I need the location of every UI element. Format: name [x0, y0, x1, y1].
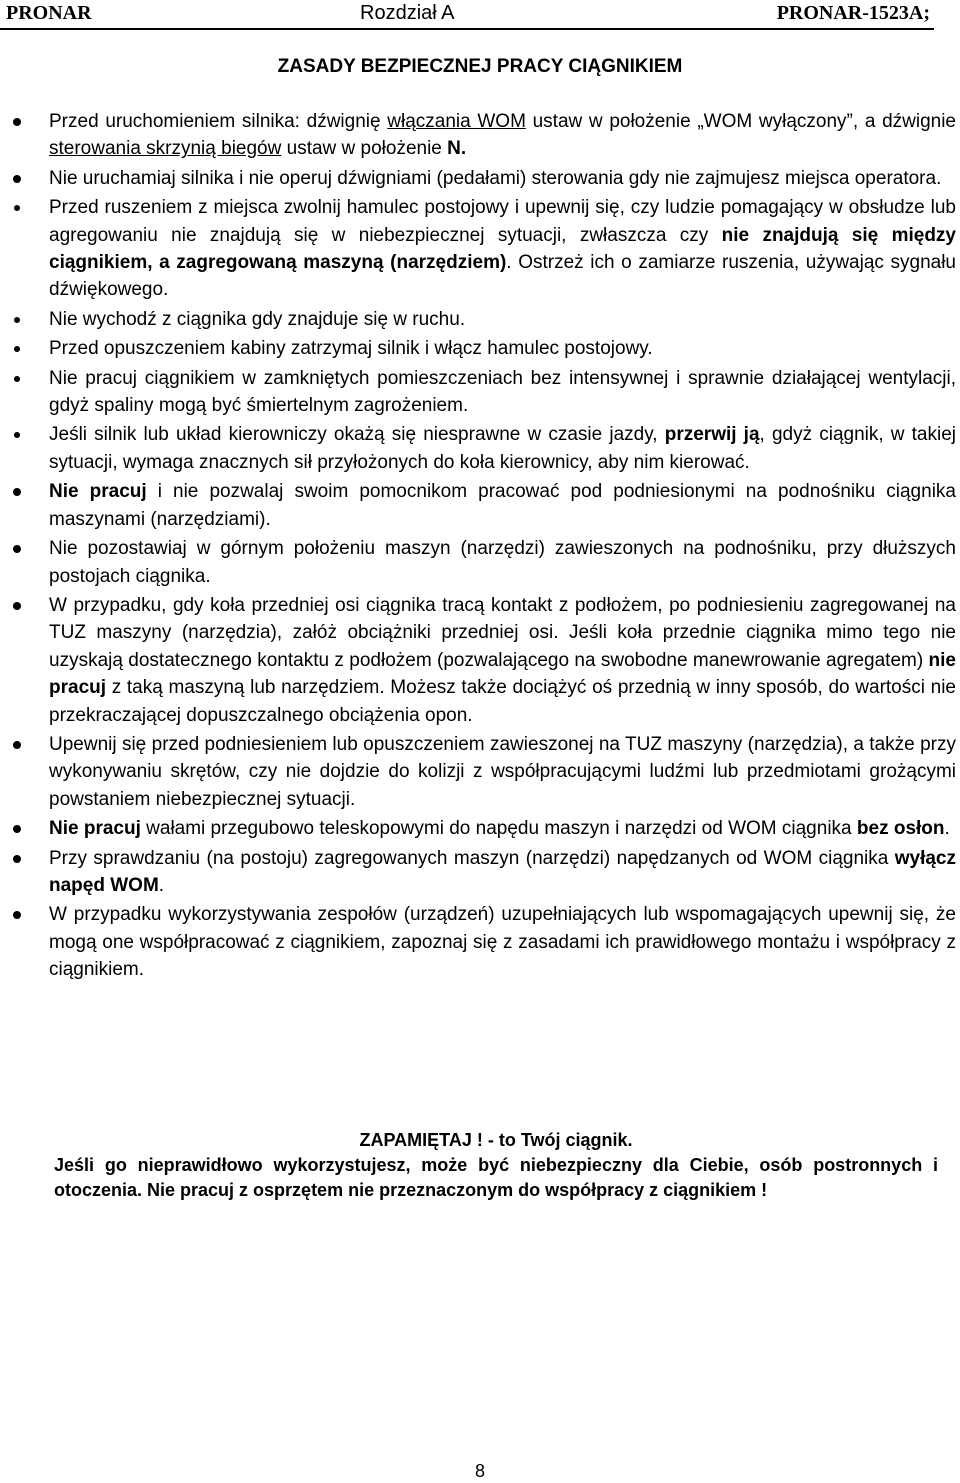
list-item — [0, 165, 960, 192]
rule-text: . — [158, 874, 165, 896]
bullet-icon — [13, 488, 21, 496]
emphasis-text: wyłącz napęd WOM — [49, 847, 956, 896]
page-header — [0, 0, 960, 28]
bullet-icon — [14, 346, 20, 352]
bullet-icon — [14, 432, 20, 438]
rule-text: ustaw w położenie „WOM wyłączony”, a dźwignie — [525, 111, 957, 132]
list-item — [0, 535, 960, 590]
rule-text: ustaw w położenie — [281, 138, 448, 160]
list-item — [0, 592, 960, 729]
list-item — [0, 194, 960, 304]
remember-body: Jeśli go nieprawidłowo wykorzystujesz, może być niebezpieczny dla Ciebie, osób postronnych i otoczenia. Nie pracuj z osprzętem nie przeznaczonym do współpracy z ciągnikiem ! — [54, 1155, 938, 1200]
header-chapter: Rozdział A — [360, 2, 455, 24]
header-model: PRONAR-1523A; — [776, 2, 930, 24]
bullet-icon — [13, 855, 21, 863]
emphasis-text: nie znajdują się między ciągnikiem, a zagregowaną maszyną (narzędziem) — [49, 224, 956, 274]
page-title: ZASADY BEZPIECZNEJ PRACY CIĄGNIKIEM — [277, 56, 683, 77]
emphasis-text: Nie pracuj — [49, 818, 141, 840]
list-item — [0, 306, 960, 333]
rule-text: Nie uruchamiaj silnika i nie operuj dźwigniami (pedałami) sterowania gdy nie zajmujesz miejsca operatora. — [49, 167, 942, 189]
bullet-icon — [14, 317, 20, 323]
rule-text: Przed opuszczeniem kabiny zatrzymaj silnik i włącz hamulec postojowy. — [49, 338, 653, 360]
underlined-text: włączania WOM — [387, 111, 526, 132]
emphasis-text: nie pracuj — [49, 649, 956, 699]
safety-rules-list — [0, 108, 960, 986]
underlined-text: sterowania skrzynią biegów — [49, 138, 282, 160]
rule-text: Nie pozostawiaj w górnym położeniu maszyn (narzędzi) zawieszonych na podnośniku, przy dłuższych postojach ciągnika. — [49, 538, 956, 587]
bullet-icon — [13, 911, 21, 919]
rule-text: Upewnij się przed podniesieniem lub opuszczeniem zawieszonej na TUZ maszyny (narzędzia), a także przy wykonywaniu skrętów, czy nie dojdzie do kolizji z współpracującymi ludźmi lub przedmiotami grożącymi powstaniem niebezpiecznej sytuacji. — [49, 733, 956, 810]
bullet-icon — [14, 205, 20, 211]
list-item — [0, 108, 960, 163]
list-item — [0, 815, 960, 842]
rule-text: Nie pracuj ciągnikiem w zamkniętych pomieszczeniach bez intensywnej i sprawnie działającej wentylacji, gdyż spaliny mogą być śmiertelnym zagrożeniem. — [49, 367, 956, 417]
bullet-icon — [14, 376, 20, 382]
bullet-icon — [13, 118, 21, 126]
list-item — [0, 845, 960, 900]
header-brand: PRONAR — [6, 2, 92, 24]
bullet-icon — [13, 602, 21, 610]
remember-notice — [54, 1128, 938, 1203]
rule-text: z taką maszyną lub narzędziem. Możesz także dociążyć oś przednią w inny sposób, do wartości nie przekraczającej dopuszczalnego obciążenia opon. — [49, 677, 956, 726]
page-number: 8 — [474, 1461, 485, 1481]
remember-title: ZAPAMIĘTAJ ! - to Twój ciągnik. — [359, 1130, 633, 1150]
rule-text: , gdyż ciągnik, w takiej sytuacji, wymaga znacznych sił przyłożonych do koła kierownicy, aby nim kierować. — [49, 424, 957, 473]
list-item — [0, 421, 960, 476]
rule-text: wałami przegubowo teleskopowymi do napędu maszyn i narzędzi od WOM ciągnika — [140, 818, 857, 840]
rule-text: Jeśli silnik lub układ kierowniczy okażą się niesprawne w czasie jazdy, — [49, 424, 665, 446]
rule-text: . Ostrzeż ich o zamiarze ruszenia, używając sygnału dźwiękowego. — [49, 252, 957, 301]
list-item — [0, 731, 960, 813]
rule-text: . — [944, 818, 950, 840]
rule-text: Przy sprawdzaniu (na postoju) zagregowanych maszyn (narzędzi) napędzanych od WOM ciągnika — [49, 847, 895, 869]
emphasis-text: Nie pracuj — [49, 481, 147, 503]
list-item — [0, 335, 960, 362]
list-item — [0, 365, 960, 420]
rule-text: W przypadku wykorzystywania zespołów (urządzeń) uzupełniających lub wspomagających upewnij się, że mogą one współpracować z ciągnikiem, zapoznaj się z zasadami ich prawidłowego montażu i współpracy z ciągnikiem. — [49, 904, 956, 981]
list-item — [0, 478, 960, 533]
rule-text: Przed uruchomieniem silnika: dźwignię — [49, 111, 388, 132]
rule-text: Przed ruszeniem z miejsca zwolnij hamulec postojowy i upewnij się, czy ludzie pomagający w obsłudze lub agregowaniu nie znajdują się w niebezpiecznej sytuacji, zwłaszcza czy — [49, 197, 956, 246]
bullet-icon — [13, 175, 21, 183]
rule-text: i nie pozwalaj swoim pomocnikom pracować pod podniesionymi na podnośniku ciągnika maszynami (narzędziami). — [49, 481, 956, 530]
emphasis-text: przerwij ją — [664, 424, 760, 446]
bullet-icon — [13, 545, 21, 553]
rule-text: W przypadku, gdy koła przedniej osi ciągnika tracą kontakt z podłożem, po podniesieniu zagregowanej na TUZ maszyny (narzędzia), załóż obciążniki przedniej osi. Jeśli koła przednie ciągnika mimo tego nie uzyskają dostatecznego kontaktu z podłożem (pozwalającego na swobodne manewrowanie agregatem) — [49, 594, 956, 671]
rule-text: Nie wychodź z ciągnika gdy znajduje się w ruchu. — [49, 308, 466, 330]
emphasis-text: bez osłon — [856, 818, 945, 840]
bullet-icon — [13, 741, 21, 749]
header-divider — [0, 28, 934, 30]
bullet-icon — [13, 825, 21, 833]
list-item — [0, 901, 960, 983]
emphasis-text: N. — [447, 138, 467, 160]
